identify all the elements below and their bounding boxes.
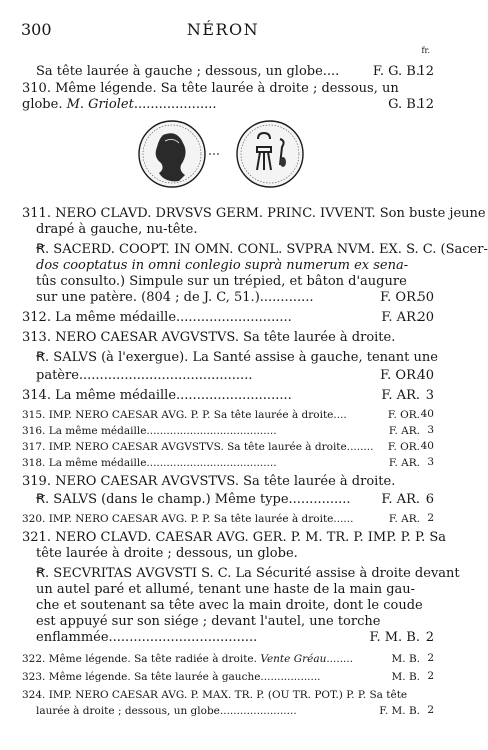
entry-line: tête laurée à droite ; dessous, un globe. — [36, 546, 298, 561]
entry-line: Ꞧ. SACERD. COOPT. IN OMN. CONL. SVPRA NVM. EX. S. C. (Sacer- — [36, 242, 488, 257]
entry-line: laurée à droite ; dessous, un globe....................... F. M. B. — [36, 705, 420, 717]
price: 40 — [417, 368, 434, 383]
coin-reverse-image — [237, 121, 303, 187]
price: 6 — [425, 492, 434, 507]
entry-line: 322. Même légende. Sa tête radiée à droite. Vente Gréau........ M. B. — [22, 653, 420, 665]
entry-line: 313. NERO CAESAR AVGVSTVS. Sa tête laurée à droite. — [22, 330, 396, 345]
price: 2 — [427, 704, 434, 716]
entry-line: 315. IMP. NERO CAESAR AVG. P. P. Sa tête laurée à droite.... F. OR. — [22, 409, 420, 421]
entry-line: Ꞧ. SALVS (dans le champ.) Même type............... F. AR. — [36, 492, 420, 507]
collector-name: Vente Gréau — [260, 653, 327, 665]
entry-line: 323. Même légende. Sa tête laurée à gauche.................. M. B. — [22, 671, 420, 683]
entry-line: 317. IMP. NERO CAESAR AVGVSTVS. Sa tête laurée à droite........ F. OR. — [22, 441, 420, 453]
price: 2 — [427, 512, 434, 524]
entry-line: sur une patère. (804 ; de J. C, 51.)............. F. OR. — [36, 290, 420, 305]
entry-line: 314. La même médaille............................ F. AR. — [22, 388, 420, 403]
price: 40 — [420, 440, 434, 452]
entry-line: Sa tête laurée à gauche ; dessous, un globe.... F. G. B. — [36, 64, 420, 79]
entry-line: 316. La même médaille....................................... F. AR. — [22, 425, 420, 437]
entry-line: est appuyé sur son siége ; devant l'autel, une torche — [36, 614, 381, 629]
entry-line: enflammée.................................... F. M. B. — [36, 630, 420, 645]
price: 3 — [425, 388, 434, 403]
entry-line: 319. NERO CAESAR AVGVSTVS. Sa tête laurée à droite. — [22, 474, 396, 489]
price: 12 — [417, 97, 434, 112]
entry-line: drapé à gauche, nu-tête. — [36, 222, 198, 237]
price: 12 — [417, 64, 434, 79]
entry-line: un autel paré et allumé, tenant une haste de la main gau- — [36, 582, 416, 597]
entry-line: 324. IMP. NERO CAESAR AVG. P. MAX. TR. P. (OU TR. POT.) P. P. Sa tête — [22, 689, 408, 701]
page-title: NÉRON — [186, 20, 260, 39]
currency-column-label: fr. — [421, 46, 430, 55]
entry-line: Ꞧ. SECVRITAS AVGVSTI S. C. La Sécurité assise à droite devant — [36, 566, 460, 581]
price: 2 — [427, 670, 434, 682]
page-number: 300 — [21, 20, 52, 39]
price: 3 — [427, 424, 434, 436]
collector-name: M. Griolet — [66, 97, 134, 112]
price: 50 — [417, 290, 434, 305]
coin-obverse-image — [139, 121, 205, 187]
coin-illustration — [135, 117, 310, 192]
price: 20 — [417, 310, 434, 325]
price: 3 — [427, 456, 434, 468]
entry-line: 318. La même médaille....................................... F. AR. — [22, 457, 420, 469]
entry-line: globe. M. Griolet.................... G. B. — [22, 97, 420, 112]
entry-line: Ꞧ. SALVS (à l'exergue). La Santé assise à gauche, tenant une — [36, 350, 438, 365]
entry-line: 321. NERO CLAVD. CAESAR AVG. GER. P. M. TR. P. IMP. P. P. Sa — [22, 530, 447, 545]
entry-line: che et soutenant sa tête avec la main droite, dont le coude — [36, 598, 423, 613]
entry-line: tûs consulto.) Simpule sur un trépied, et bâton d'augure — [36, 274, 407, 289]
entry-line: dos cooptatus in omni conlegio suprà numerum ex sena- — [36, 258, 409, 273]
price: 40 — [420, 408, 434, 420]
entry-line: 320. IMP. NERO CAESAR AVG. P. P. Sa tête laurée à droite...... F. AR. — [22, 513, 420, 525]
entry-line: patère.......................................... F. OR. — [36, 368, 420, 383]
entry-line: 311. NERO CLAVD. DRVSVS GERM. PRINC. IVVENT. Son buste jeune — [22, 206, 486, 221]
price: 2 — [427, 652, 434, 664]
entry-line: 312. La même médaille............................ F. AR. — [22, 310, 420, 325]
price: 2 — [425, 630, 434, 645]
entry-line: 310. Même légende. Sa tête laurée à droite ; dessous, un — [22, 81, 399, 96]
